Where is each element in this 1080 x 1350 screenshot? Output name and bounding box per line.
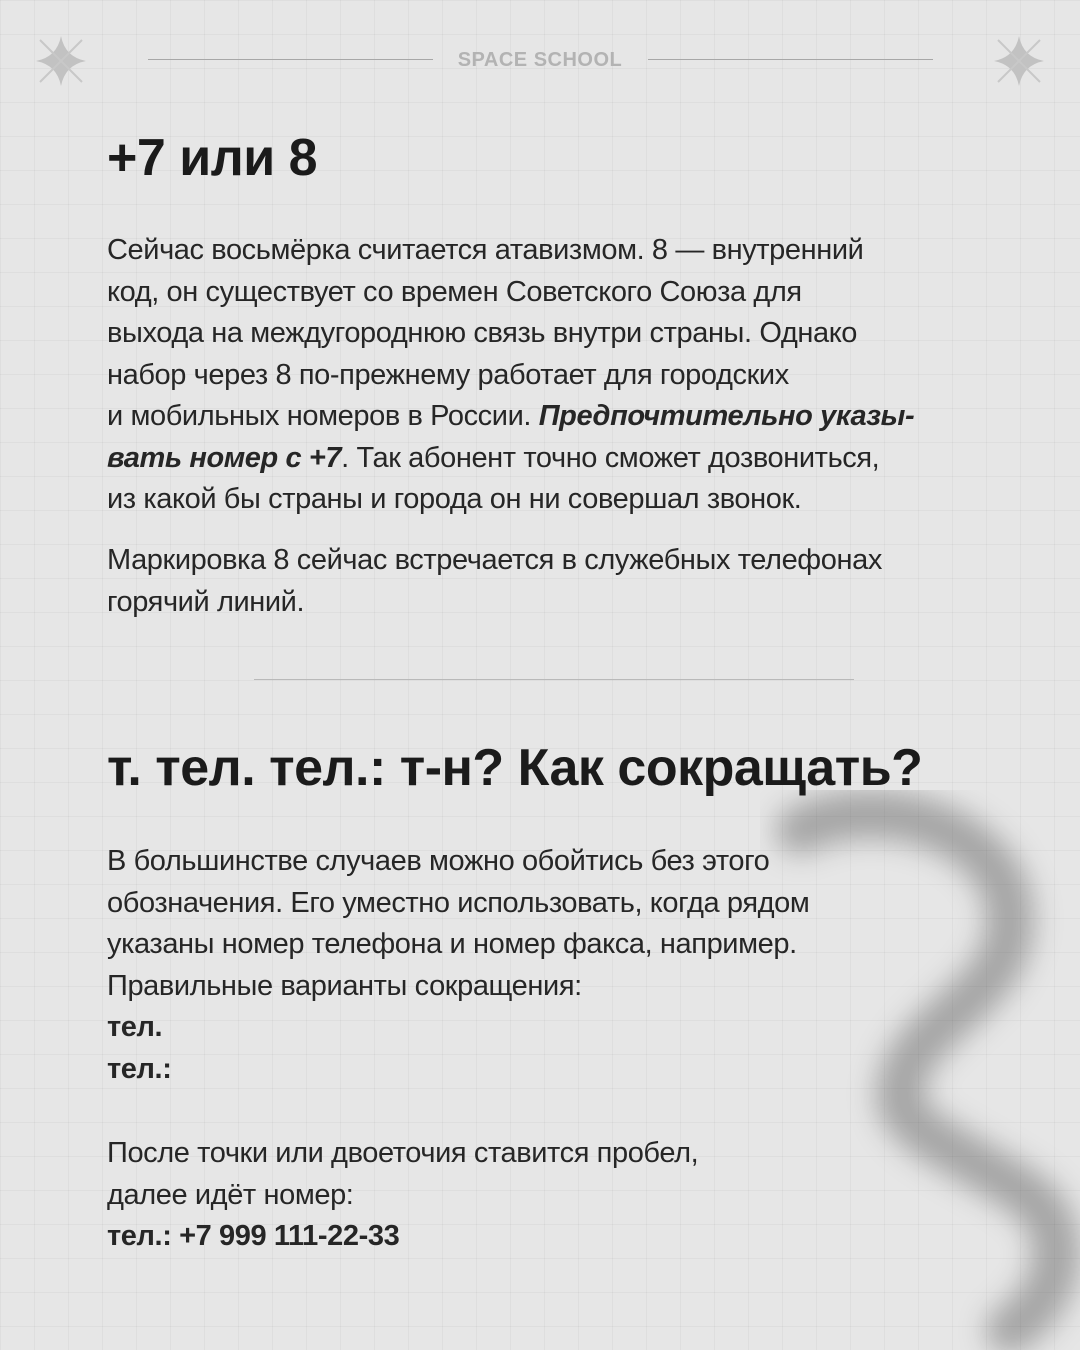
paragraph-line: Сейчас восьмёрка считается атавизмом. 8 — внутренний — [107, 234, 864, 266]
header-divider-right — [648, 59, 933, 60]
paragraph-line: далее идёт номер: — [107, 1178, 354, 1211]
section-divider — [254, 679, 854, 680]
sparkle-star-icon — [992, 34, 1046, 88]
paragraph-line — [107, 396, 914, 438]
line-text: и мобильных номеров в России. — [107, 400, 539, 432]
abbreviation-variant: тел.: — [107, 1052, 172, 1085]
paragraph-line: из какой бы страны и города он ни совершал звонок. — [107, 483, 802, 515]
emphasis-text: вать номер с +7 — [107, 441, 342, 474]
section2-paragraph — [107, 841, 809, 1090]
paragraph-line: код, он существует со времен Советского Союза для — [107, 275, 802, 308]
paragraph-line: Правильные варианты сокращения: — [107, 969, 582, 1002]
section-title-plus7: +7 или 8 — [107, 129, 318, 187]
paragraph-line: Маркировка 8 сейчас встречается в служебных телефонах — [107, 544, 882, 576]
paragraph-line: выхода на междугороднюю связь внутри страны. Однако — [107, 317, 858, 349]
header — [0, 40, 1080, 80]
paragraph-line: обозначения. Его уместно использовать, когда рядом — [107, 886, 810, 919]
brand-label: SPACE SCHOOL — [457, 49, 623, 71]
paragraph-line — [107, 438, 914, 480]
section2-rule — [107, 1133, 698, 1258]
paragraph-line: горячий линий. — [107, 585, 305, 618]
paragraph-line: набор через 8 по-прежнему работает для городских — [107, 358, 789, 391]
sparkle-star-icon — [34, 34, 88, 88]
abbreviation-variant: тел. — [107, 1011, 163, 1043]
phone-example: тел.: +7 999 111-22-33 — [107, 1220, 400, 1252]
paragraph-line: После точки или двоеточия ставится пробел, — [107, 1137, 699, 1169]
section-title-abbreviation: т. тел. тел.: т-н? Как сокращать? — [107, 739, 923, 797]
emphasis-text: Предпочтительно указы- — [538, 400, 915, 432]
section1-note — [107, 540, 882, 623]
paragraph-line: указаны номер телефона и номер факса, например. — [107, 928, 797, 960]
paragraph-line: В большинстве случаев можно обойтись без этого — [107, 845, 770, 877]
line-text: . Так абонент точно сможет дозвониться, — [341, 441, 880, 474]
section1-paragraph — [107, 230, 914, 521]
